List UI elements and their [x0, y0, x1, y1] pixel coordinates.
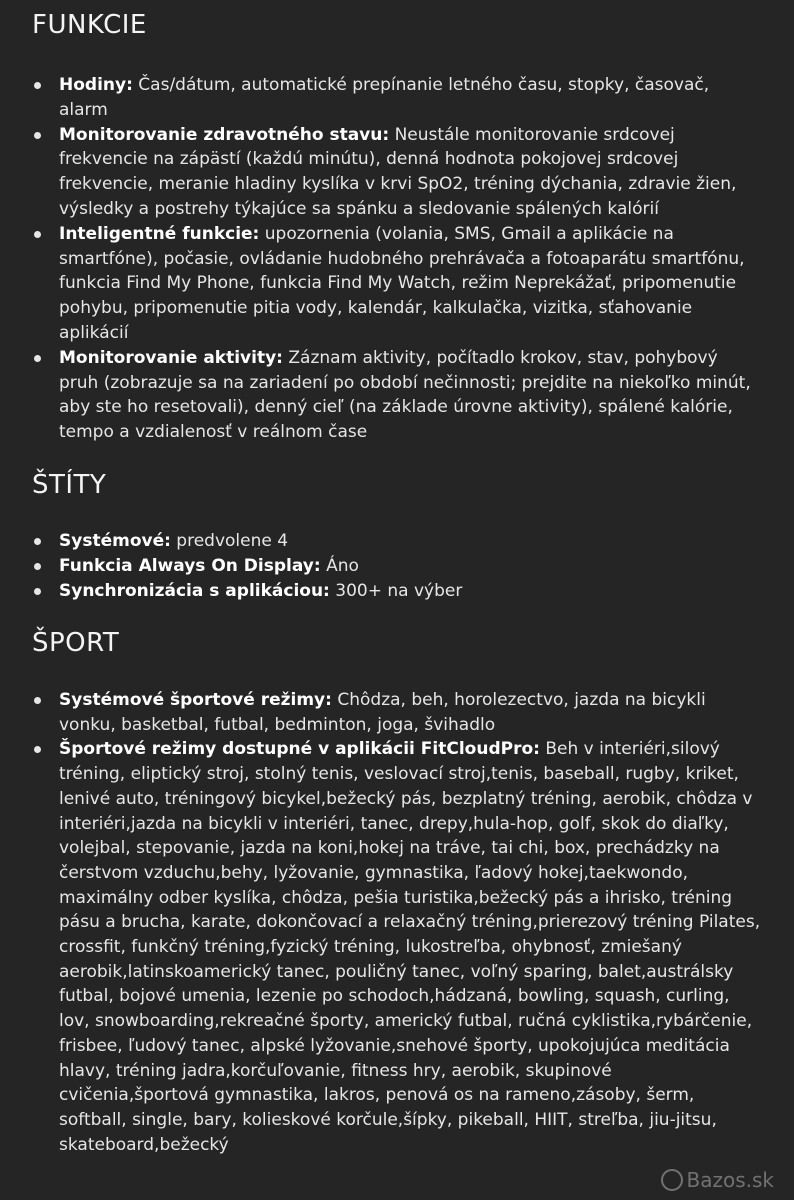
- item-text: Chôdza, beh, horolezectvo, jazda na bicykli vonku, basketbal, futbal, bedminton, joga, švihadlo: [59, 690, 706, 735]
- funkcie-list: [32, 73, 762, 445]
- section-heading-funkcie: FUNKCIE: [32, 10, 147, 40]
- item-text: Beh v interiéri,silový tréning, eliptický stroj, stolný tenis, veslovací stroj,tenis, baseball, rugby, kriket, lenivé auto, tréningový bicykel,bežecký pás, bezplatný tréning, aerobik, chôdza v interiéri,jazda na bicykli v interiéri, tanec, drepy,hula-hop, golf, skok do diaľky, volejbal, stepovanie, jazda na koni,hokej na tráve, tai chi, box, prechádzky na čerstvom vzduchu,behy, lyžovanie, gymnastika, ľadový hokej,taekwondo, maximálny odber kyslíka, chôdza, pešia turistika,bežecký pás a ihrisko, tréning pásu a brucha, karate, dokončovací a relaxačný tréning,prierezový tréning Pilates, crossfit, funkčný tréning,fyzický tréning, lukostreľba, ohybnosť, zmiešaný aerobik,latinskoamerický tanec, pouličný tanec, voľný sparing, balet,austrálsky futbal, bojové umenia, lezenie po schodoch,hádzaná, bowling, squash, curling, lov, snowboarding,rekreačné športy, americký futbal, ručná cyklistika,rybárčenie, frisbee, ľudový tanec, alpské lyžovanie,snehové športy, upokojujúca meditácia hlavy, tréning jadra,korčuľovanie, fitness hry, aerobik, skupinové cvičenia,športová gymnastika, lakros, penová os na rameno,zásoby, šerm, softball, single, bary, kolieskové korčule,šípky, pikeball, HIIT, streľba, jiu-jitsu, skateboard,bežecký: [59, 739, 761, 1155]
- item-text: predvolene 4: [170, 531, 289, 551]
- item-text: 300+ na výber: [329, 580, 463, 601]
- list-item: [32, 688, 762, 737]
- watermark: [661, 1168, 775, 1192]
- item-text: Čas/dátum, automatické prepínanie letného času, stopky, časovač, alarm: [59, 75, 710, 120]
- list-item: [32, 554, 762, 579]
- item-label: Inteligentné funkcie:: [59, 223, 260, 244]
- item-label: Funkcia Always On Display:: [59, 555, 321, 576]
- item-text: upozornenia (volania, SMS, Gmail a aplikácie na smartfóne), počasie, ovládanie hudobného prehrávača a fotoaparátu smartfónu, funkcia Find My Phone, funkcia Find My Watch, režim Neprekážať, pripomenutie pohybu, pripomenutie pitia vody, kalendár, kalkulačka, vizitka, sťahovanie aplikácií: [59, 223, 745, 343]
- list-item: [32, 529, 762, 554]
- item-label: Hodiny:: [59, 75, 133, 95]
- list-item: [32, 579, 762, 604]
- item-text: Áno: [320, 555, 359, 576]
- item-label: Systémové:: [59, 531, 171, 551]
- section-heading-sport: ŠPORT: [32, 628, 120, 658]
- list-item: [32, 123, 762, 222]
- item-text: Neustále monitorovanie srdcovej frekvencie na zápästí (každú minútu), denná hodnota pokojovej srdcovej frekvencie, meranie hladiny kyslíka v krvi SpO2, tréning dýchania, zdravie žien, výsledky a postrehy týkajúce sa spánku a sledovanie spálených kalórií: [59, 124, 737, 219]
- sport-list: [32, 688, 762, 1157]
- item-label: Systémové športové režimy:: [59, 690, 332, 710]
- list-item: [32, 346, 762, 445]
- item-text: Záznam aktivity, počítadlo krokov, stav, pohybový pruh (zobrazuje sa na zariadení po období nečinnosti; prejdite na niekoľko minút, aby ste ho resetovali), denný cieľ (na základe úrovne aktivity), spálené kalórie, tempo a vzdialenosť v reálnom čase: [59, 347, 751, 443]
- watermark-text: Bazos.sk: [686, 1168, 774, 1192]
- item-label: Monitorovanie aktivity:: [59, 347, 283, 368]
- section-heading-stity: ŠTÍTY: [32, 470, 107, 500]
- item-label: Synchronizácia s aplikáciou:: [59, 580, 330, 601]
- bazos-logo-icon: [661, 1169, 683, 1191]
- stity-list: [32, 529, 762, 603]
- list-item: [32, 222, 762, 346]
- item-label: Športové režimy dostupné v aplikácii FitCloudPro:: [59, 739, 540, 760]
- item-label: Monitorovanie zdravotného stavu:: [59, 124, 390, 145]
- list-item: [32, 73, 762, 123]
- list-item: [32, 737, 762, 1157]
